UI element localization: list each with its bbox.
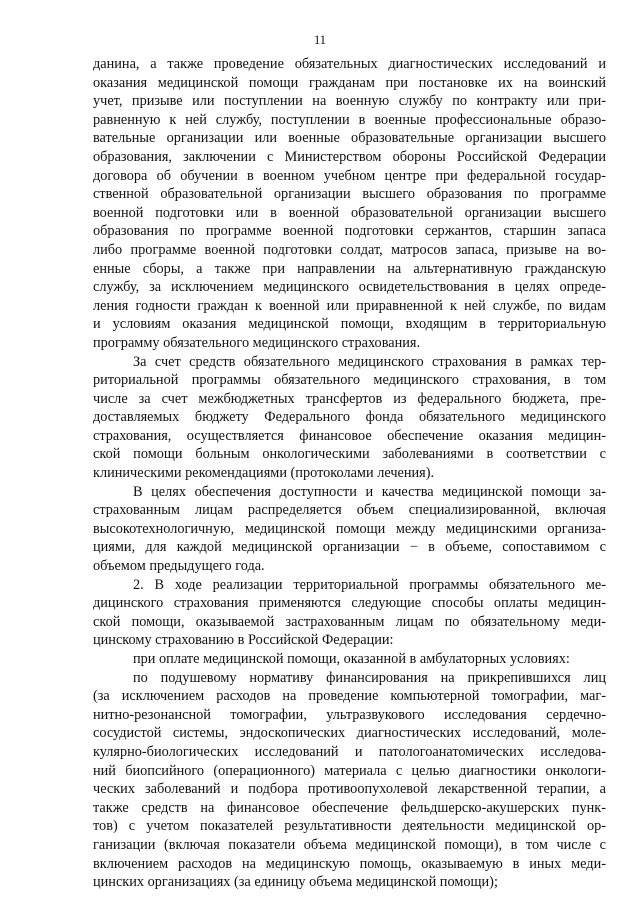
text-line: сосудистой системы, эндоскопических диагностических исследований, моле- [93,725,606,742]
text-line: клиническими рекомендациями (протоколами лечения). [93,465,435,482]
text-line: За счет средств обязательного медицинского страхования в рамках тер- [133,353,606,370]
text-line: ганизации (включая показатели объема медицинской помощи), в том числе с [93,836,606,853]
text-line: цинских организациях (за единицу объема медицинской помощи); [93,874,498,891]
text-line: страхования, осуществляется финансовое обеспечение оказания медицин- [93,427,606,444]
text-line: включением расходов на медицинскую помощь, оказываемую в иных меди- [93,855,606,872]
text-line: данина, а также проведение обязательных диагностических исследований и [93,56,606,72]
text-line: либо программе военной подготовки солдат, матросов запаса, призыве на во- [93,241,606,258]
text-line: риториальной программы обязательного медицинского страхования, в том [93,372,606,389]
text-line: 2. В ходе реализации территориальной программы обязательного ме- [133,576,606,593]
text-line: енные сборы, а также при направлении на альтернативную гражданскую [93,260,606,277]
text-line: цинскому страхованию в Российской Федерации: [93,632,394,649]
text-line: и условиям оказания медицинской помощи, входящим в территориальную [93,316,606,333]
text-line: договора об обучении в военном учебном центре при федеральной государ- [93,167,606,184]
text-line: ний биопсийного (операционного) материала с целью диагностики онкологи- [93,762,606,779]
text-line: программу обязательного медицинского страхования. [93,334,421,351]
text-line: объемом предыдущего года. [93,558,265,575]
paragraph [93,353,606,483]
text-line: ственной образовательной организации высшего образования по программе [93,186,606,203]
text-line: учет, призыве или поступлении на военную службу по контракту или при- [93,93,606,110]
text-line: при оплате медицинской помощи, оказанной в амбулаторных условиях: [133,651,570,667]
text-line: ления годности граждан к военной или приравненной к ней службе, по видам [93,297,606,314]
paragraph [93,650,606,669]
text-line: дицинского страхования применяются следующие способы оплаты медицин- [93,595,606,612]
text-line: вательные организации или военные образовательные организации высшего [93,130,606,147]
text-line: высокотехнологичную, медицинской помощи между медицинскими организа- [93,520,606,537]
document-body [93,55,606,892]
text-line: равненную к ней службу, поступлении в военные профессиональные образо- [93,111,606,128]
paragraph [93,576,606,650]
text-line: образования, заключении с Министерством обороны Российской Федерации [93,148,606,165]
text-line: службу, за исключением медицинского освидетельствования в целях опреде- [93,279,606,296]
text-line: ческих заболеваний и подбора противоопухолевой лекарственной терапии, а [93,781,606,798]
text-line: циями, для каждой медицинской организации − в объеме, сопоставимом с [93,539,606,556]
text-line: кулярно-биологических исследований и патологоанатомических исследова- [93,743,606,760]
text-line: по подушевому нормативу финансирования на прикрепившихся лиц [133,669,606,686]
text-line: доставляемых бюджету Федерального фонда обязательного медицинского [93,409,606,426]
text-line: ской помощи, оказываемой застрахованным лицам по обязательному меди- [93,613,606,630]
text-line: тов) с учетом показателей результативности деятельности медицинской ор- [93,818,606,835]
text-line: оказания медицинской помощи гражданам при постановке их на воинский [93,74,606,91]
paragraph [93,669,606,892]
text-line: числе за счет межбюджетных трансфертов из федерального бюджета, пре- [93,390,606,407]
page-number: 11 [313,33,327,47]
paragraph [93,483,606,576]
text-line: В целях обеспечения доступности и качества медицинской помощи за- [133,483,606,500]
text-line: страхованным лицам распределяется объем специализированной, включая [93,502,606,519]
text-line: также средств на финансовое обеспечение фельдшерско-акушерских пунк- [93,799,606,816]
text-line: образования по программе военной подготовки сержантов, старшин запаса [93,223,606,240]
paragraph [93,55,606,353]
text-line: военной подготовки или в военной образовательной организации высшего [93,204,606,221]
text-line: ской помощи больным онкологическими заболеваниями в соответствии с [93,446,606,463]
text-line: нитно-резонансной томографии, ультразвукового исследования сердечно- [93,706,606,723]
text-line: (за исключением расходов на проведение компьютерной томографии, маг- [93,688,606,705]
